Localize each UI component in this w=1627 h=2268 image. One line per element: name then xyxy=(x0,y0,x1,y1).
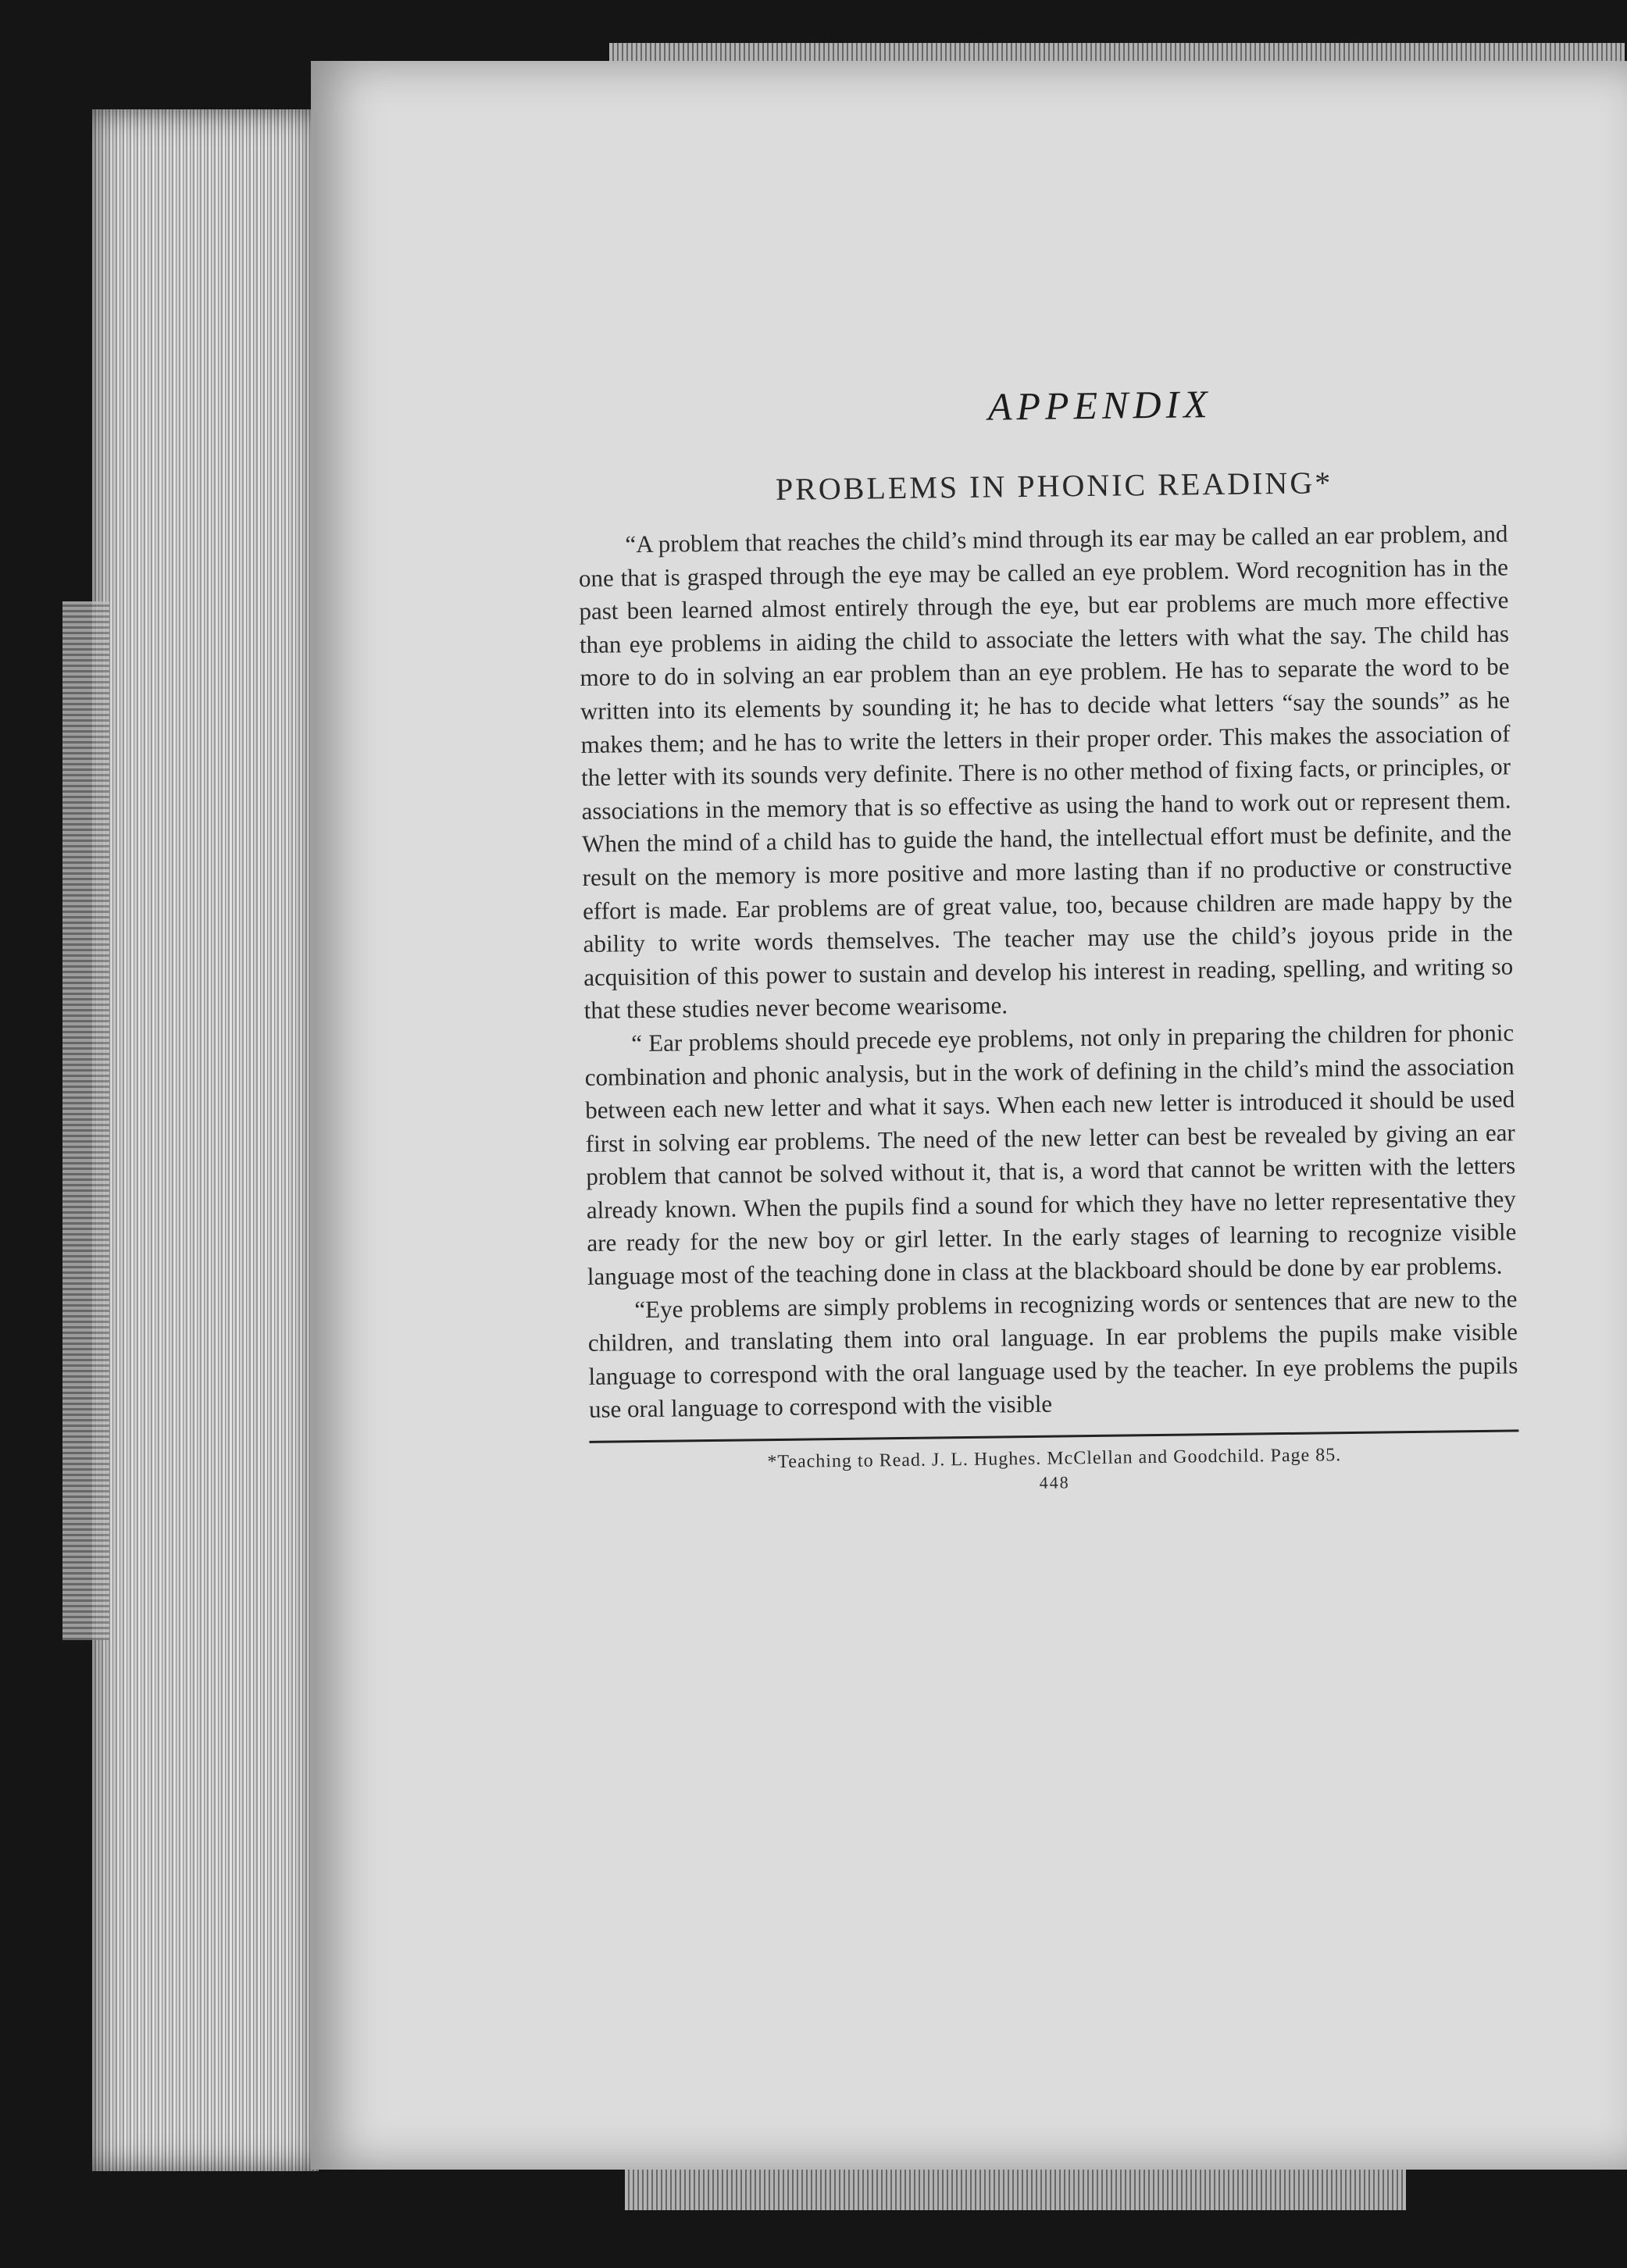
page-content xyxy=(576,377,1519,1498)
page-number: 448 xyxy=(1039,1472,1070,1492)
section-title: PROBLEMS IN PHONIC READING* xyxy=(775,465,1333,507)
page-stack-shadow xyxy=(62,601,109,1640)
page-stack-edge xyxy=(92,109,319,2171)
book-page xyxy=(311,61,1627,2170)
paragraph-3: “Eye problems are simply problems in recognizing words or sentences that are new to the children, and translating them into oral language. In ear problems the pupils make visible language to correspond with the oral language used by the teacher. In eye problems the pupils use oral language to correspond with the visible xyxy=(587,1285,1518,1424)
footnote: *Teaching to Read. J. L. Hughes. McClellan and Goodchild. Page 85. xyxy=(767,1445,1342,1473)
paragraph-1: “A problem that reaches the child’s mind through its ear may be called an ear problem, and one that is grasped through the eye may be called an eye problem. Word recognition has in the past been learned almost entirely through the eye, but ear problems are much more effective than eye problems in aiding the child to associate the letters with what the say. The child has more to do in solving an ear problem than an eye problem. He has to separate the word to be written into its elements by sounding it; he has to decide what letters “say the sounds” as he makes them; and he has to write the letters in their proper order. This makes the association of the letter with its sounds very definite. There is no other method of fixing facts, or principles, or associations in the memory that is so effective as using the hand to work out or represent them. When the mind of a child has to guide the hand, the intellectual effort must be definite, and the result on the memory is more positive and more lasting than if no productive or constructive effort is made. Ear problems are of great value, too, because children are made happy by the ability to write words themselves. The teacher may use the child’s joyous pride in the acquisition of this power to sustain and develop his interest in reading, spelling, and writing so that these studies never become wearisome. xyxy=(578,519,1514,1025)
appendix-heading: APPENDIX xyxy=(987,382,1213,429)
paragraph-2: “ Ear problems should precede eye problems, not only in preparing the children for phonic combination and phonic analysis, but in the work of defining in the child’s mind the association between each new letter and what it says. When each new letter is introduced it should be used first in solving ear problems. The need of the new letter can best be revealed by giving an ear problem that cannot be solved without it, that is, a word that cannot be written with the letters already known. When the pupils find a sound for which they have no letter representative they are ready for the new boy or girl letter. In the early stages of learning to recognize visible language most of the teaching done in class at the blackboard should be done by ear problems. xyxy=(584,1018,1517,1290)
footnote-rule xyxy=(589,1429,1518,1443)
page-stack-bottom xyxy=(625,2163,1406,2210)
